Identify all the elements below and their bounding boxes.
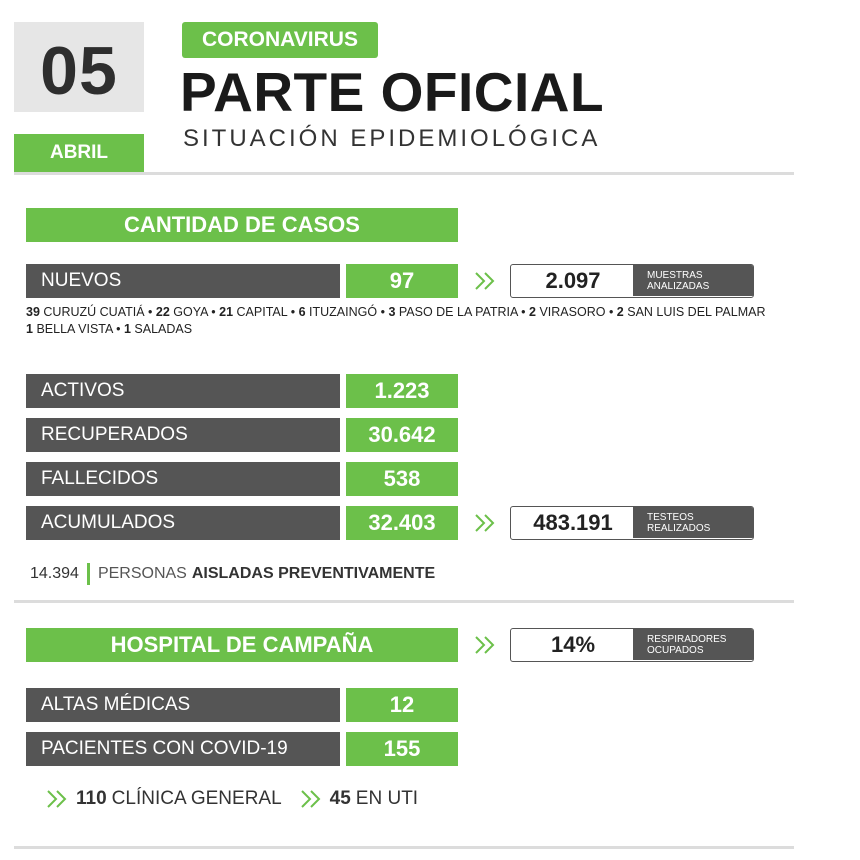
divider	[14, 846, 794, 849]
testeos-box	[510, 506, 754, 540]
fallecidos-value: 538	[346, 462, 458, 496]
breakdown-item: 1 SALADAS	[123, 322, 193, 336]
breakdown-item: 21 CAPITAL	[219, 305, 288, 319]
respiradores-desc	[633, 629, 753, 660]
breakdown-item: 2 VIRASORO	[529, 305, 606, 319]
breakdown-item: 6 ITUZAINGÓ	[298, 305, 378, 319]
recuperados-label: RECUPERADOS	[26, 418, 340, 452]
divider	[14, 600, 794, 603]
page-title: PARTE OFICIAL	[180, 61, 605, 123]
acumulados-value: 32.403	[346, 506, 458, 540]
aislados-text-light: PERSONAS	[97, 565, 187, 582]
breakdown-item: 22 GOYA	[155, 305, 208, 319]
aislados-count: 14.394	[30, 565, 79, 582]
nuevos-breakdown	[26, 304, 806, 338]
clinica-num: 110	[76, 788, 107, 809]
aislados-separator	[87, 563, 90, 585]
nuevos-value: 97	[346, 264, 458, 298]
recuperados-value: 30.642	[346, 418, 458, 452]
section-header-casos: CANTIDAD DE CASOS	[26, 208, 458, 242]
hospital-breakdown	[46, 786, 418, 812]
respiradores-desc-line1: RESPIRADORES	[647, 634, 727, 645]
breakdown-item: 1 BELLA VISTA	[26, 322, 113, 336]
altas-value: 12	[346, 688, 458, 722]
muestras-value: 2.097	[545, 268, 601, 293]
testeos-desc-line2: REALIZADOS	[647, 523, 711, 534]
aislados-line	[30, 563, 435, 585]
acumulados-label: ACUMULADOS	[26, 506, 340, 540]
breakdown-line-1: 39 CURUZÚ CUATIÁ • 22 GOYA • 21 CAPITAL • 6 ITUZAINGÓ • 3 PASO DE LA PATRIA • 2 VIRASORO • 2 SAN LUIS DEL PALMAR	[26, 305, 766, 319]
respiradores-value: 14%	[550, 632, 596, 657]
date-month: ABRIL	[14, 134, 144, 172]
pacientes-value: 155	[346, 732, 458, 766]
respiradores-desc-line2: OCUPADOS	[647, 645, 704, 656]
breakdown-line-2: 1 BELLA VISTA • 1 SALADAS	[26, 322, 193, 336]
breakdown-item: 2 SAN LUIS DEL PALMAR	[616, 305, 766, 319]
nuevos-label: NUEVOS	[26, 264, 340, 298]
breakdown-item: 3 PASO DE LA PATRIA	[388, 305, 518, 319]
date-block	[14, 22, 144, 163]
chevron-right-icon	[474, 635, 496, 655]
muestras-box	[510, 264, 754, 298]
section-header-hospital: HOSPITAL DE CAMPAÑA	[26, 628, 458, 662]
altas-label: ALTAS MÉDICAS	[26, 688, 340, 722]
activos-label: ACTIVOS	[26, 374, 340, 408]
coronavirus-tag: CORONAVIRUS	[182, 22, 378, 58]
aislados-text-bold: AISLADAS PREVENTIVAMENTE	[191, 565, 436, 582]
activos-value: 1.223	[346, 374, 458, 408]
uti-label: EN UTI	[355, 788, 419, 809]
testeos-desc-line1: TESTEOS	[647, 512, 694, 523]
divider	[14, 172, 794, 175]
respiradores-box	[510, 628, 754, 662]
chevron-right-icon	[46, 789, 68, 809]
muestras-desc-line1: MUESTRAS	[647, 270, 703, 281]
muestras-desc-line2: ANALIZADAS	[647, 281, 710, 292]
fallecidos-label: FALLECIDOS	[26, 462, 340, 496]
testeos-desc	[633, 507, 753, 538]
chevron-right-icon	[474, 513, 496, 533]
chevron-right-icon	[474, 271, 496, 291]
pacientes-label: PACIENTES CON COVID-19	[26, 732, 340, 766]
chevron-right-icon	[300, 789, 322, 809]
breakdown-item: 39 CURUZÚ CUATIÁ	[26, 305, 145, 319]
testeos-value: 483.191	[533, 510, 613, 535]
muestras-desc	[633, 265, 753, 296]
clinica-label: CLÍNICA GENERAL	[111, 788, 282, 809]
date-day: 05	[14, 22, 144, 112]
uti-num: 45	[329, 788, 351, 809]
page-subtitle: SITUACIÓN EPIDEMIOLÓGICA	[183, 125, 601, 152]
